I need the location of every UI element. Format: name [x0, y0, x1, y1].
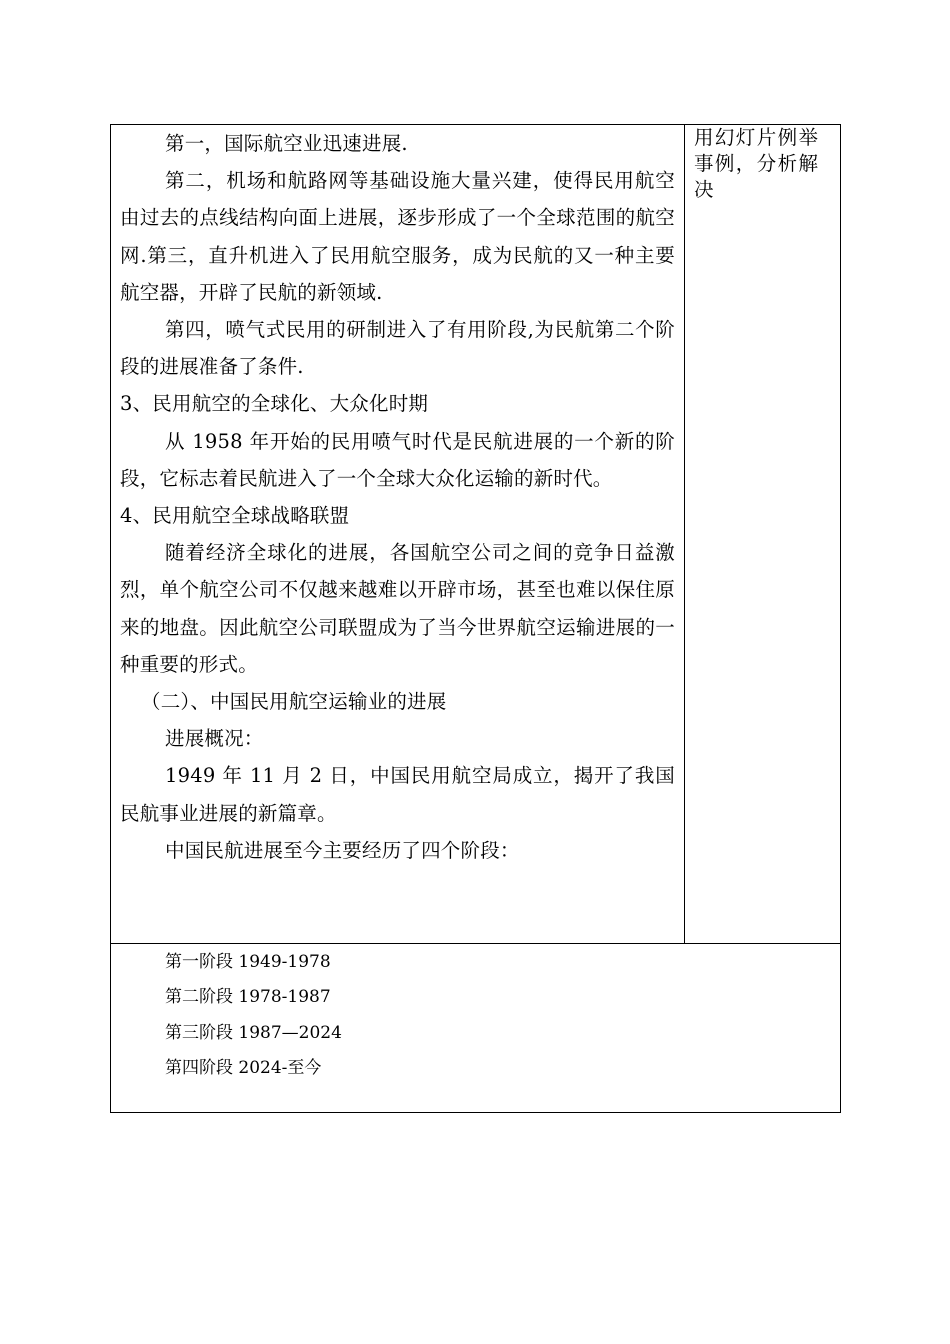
- section-heading-china: （二）、中国民用航空运输业的进展: [141, 690, 447, 714]
- side-note: 用幻灯片例举事例，分析解决: [694, 126, 820, 201]
- stage-item: 第二阶段 1978-1987: [165, 987, 331, 1008]
- stages-row: [111, 944, 841, 1113]
- main-content-cell: [111, 125, 685, 944]
- lesson-table: [110, 124, 841, 1113]
- paragraph-second-third-point: 第二，机场和航路网等基础设施大量兴建，使得民用航空由过去的点线结构向面上进展，逐步形成了一个全球范围的航空网.第三，直升机进入了民用航空服务，成为民航的又一种主要航空器，开辟了民航的新领域.: [120, 169, 675, 304]
- paragraph-overview-label: 进展概况：: [165, 727, 264, 751]
- stages-list: [111, 944, 840, 1086]
- section-heading-alliance: 4、民用航空全球战略联盟: [120, 504, 350, 528]
- paragraph-1949: 1949 年 11 月 2 日，中国民用航空局成立，揭开了我国民航事业进展的新篇章。: [120, 764, 675, 825]
- paragraph-alliance: 随着经济全球化的进展，各国航空公司之间的竞争日益激烈，单个航空公司不仅越来越难以开辟市场，甚至也难以保住原来的地盘。因此航空公司联盟成为了当今世界航空运输进展的一种重要的形式。: [120, 541, 675, 676]
- stage-item: 第一阶段 1949-1978: [165, 952, 331, 972]
- stages-cell: [111, 944, 841, 1113]
- stage-item: 第三阶段 1987—2024: [165, 1022, 342, 1043]
- paragraph-four-stages: 中国民航进展至今主要经历了四个阶段：: [165, 838, 520, 862]
- paragraph-first-point: 第一，国际航空业迅速进展.: [165, 132, 408, 155]
- main-content: [111, 125, 684, 869]
- paragraph-fourth-point: 第四，喷气式民用的研制进入了有用阶段,为民航第二个阶段的进展准备了条件.: [120, 318, 675, 379]
- side-note-cell: [685, 125, 841, 944]
- paragraph-jet-era: 从 1958 年开始的民用喷气时代是民航进展的一个新的阶段，它标志着民航进入了一个全球大众化运输的新时代。: [120, 429, 675, 490]
- section-heading-globalization: 3、民用航空的全球化、大众化时期: [120, 392, 429, 416]
- content-row: [111, 125, 841, 944]
- stage-item: 第四阶段 2024-至今: [165, 1057, 322, 1078]
